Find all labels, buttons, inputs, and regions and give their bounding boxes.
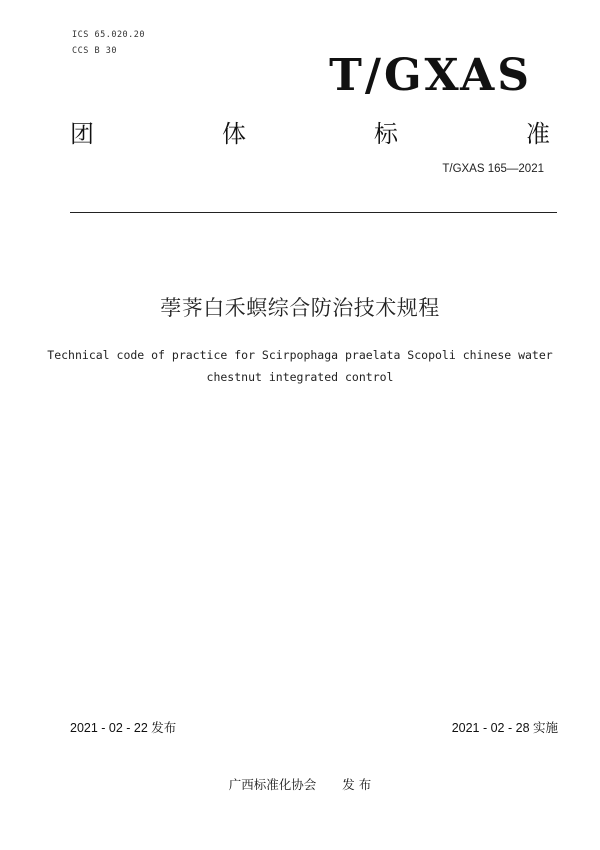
issuer-line bbox=[0, 775, 600, 793]
issuer-action: 发 布 bbox=[342, 777, 372, 792]
ccs-code: CCS B 30 bbox=[72, 46, 117, 56]
english-title: Technical code of practice for Scirpophaga praelata Scopoli chinese water chestnut integrated control bbox=[47, 348, 553, 384]
category-char-4: 准 bbox=[526, 120, 550, 148]
standard-logo: T/GXAS bbox=[329, 50, 532, 101]
category-char-2: 体 bbox=[222, 120, 246, 148]
publish-date: 2021 - 02 - 22 发布 bbox=[70, 721, 177, 735]
issuer-name: 广西标准化协会 bbox=[228, 777, 317, 792]
category-char-1: 团 bbox=[70, 120, 94, 148]
standard-number: T/GXAS 165—2021 bbox=[442, 163, 544, 175]
category-char-3: 标 bbox=[374, 120, 398, 148]
chinese-title: 荸荠白禾螟综合防治技术规程 bbox=[160, 296, 440, 320]
effective-date: 2021 - 02 - 28 实施 bbox=[451, 721, 558, 735]
ics-code: ICS 65.020.20 bbox=[72, 30, 146, 40]
header-divider bbox=[70, 212, 557, 213]
standard-category bbox=[70, 114, 550, 149]
